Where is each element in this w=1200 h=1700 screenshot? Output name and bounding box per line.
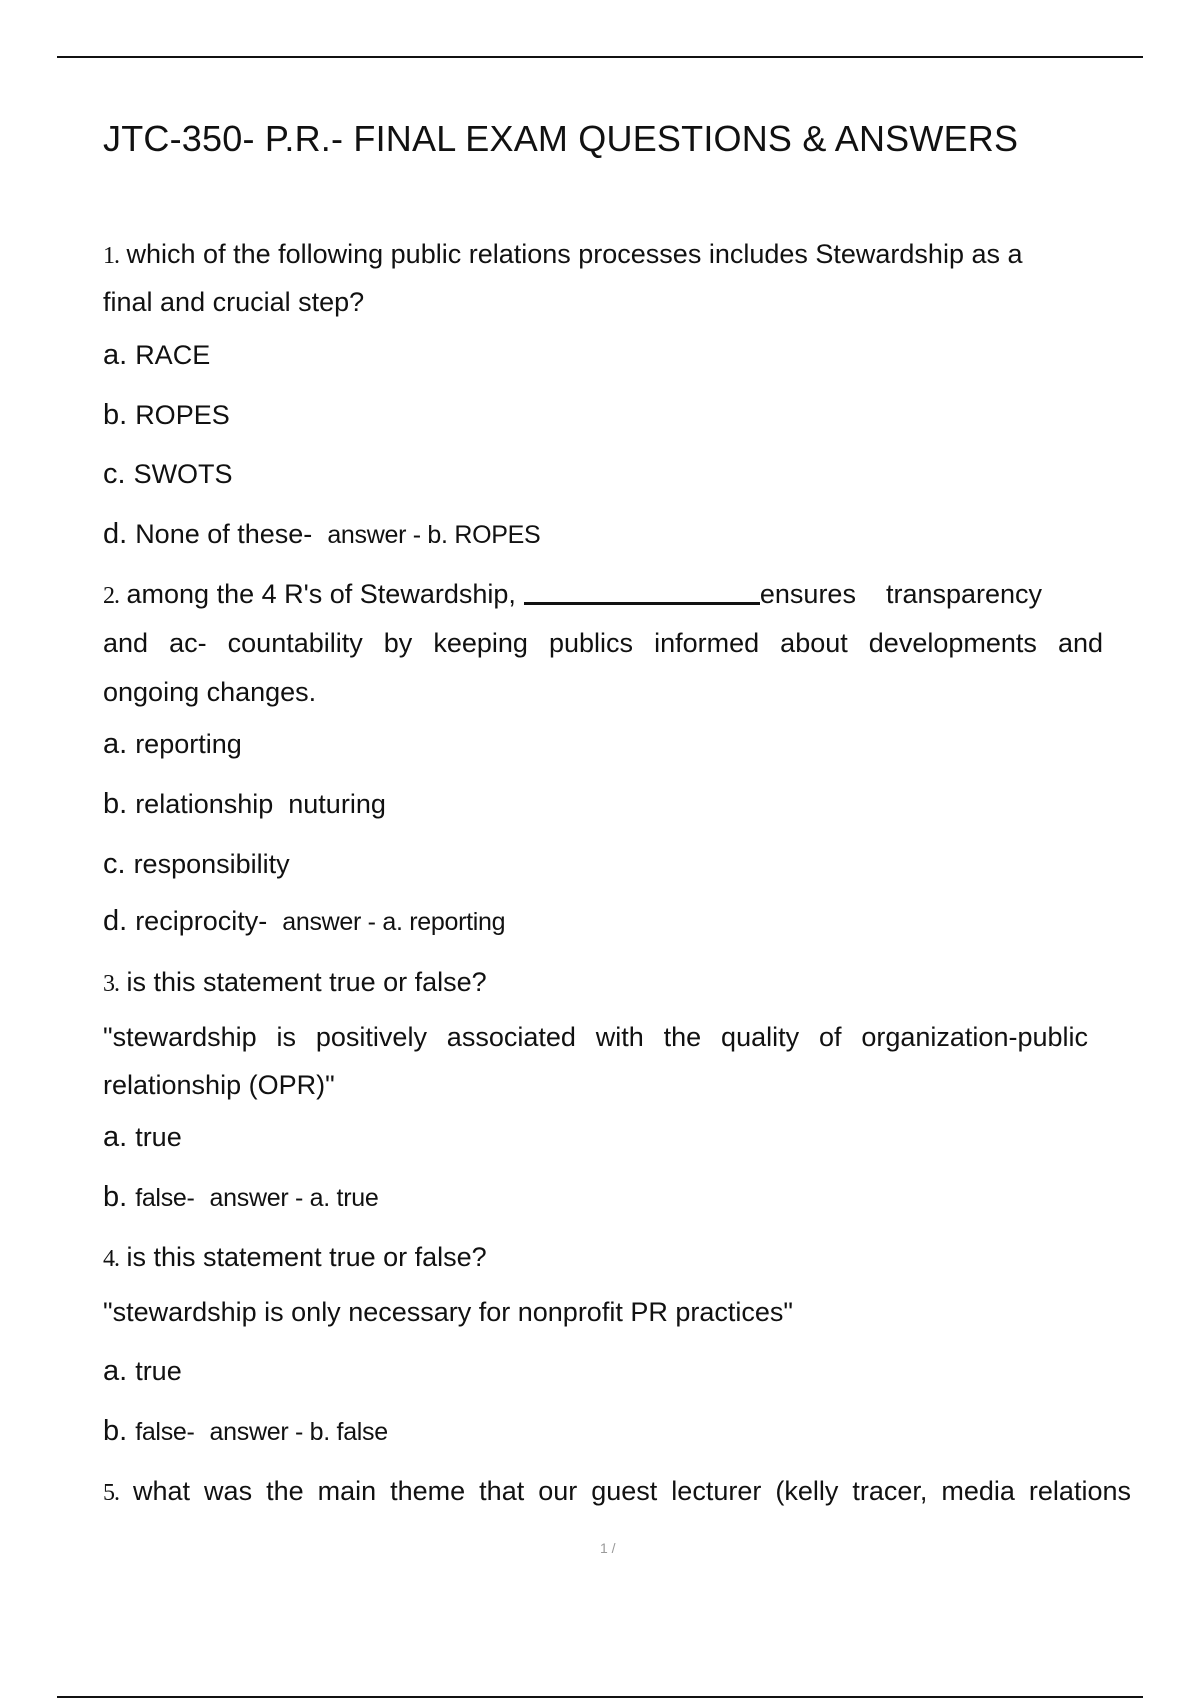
q2-line3: ongoing changes. [103, 677, 317, 707]
q2-option-a: a. reporting [103, 728, 242, 760]
q5-number: 5. [103, 1480, 119, 1506]
q1-line1 [103, 239, 1023, 270]
q1-answer: answer - b. ROPES [327, 521, 541, 549]
fill-in-blank [524, 582, 760, 605]
q2-line2: and ac- countability by keeping publics informed about developments and [103, 628, 1103, 658]
q3-line3: relationship (OPR)" [103, 1070, 335, 1100]
q5-line1: 5. what was the main theme that our guest lecturer (kelly tracer, media relations [103, 1476, 1131, 1506]
q1-option-b: b. ROPES [103, 399, 230, 431]
q2-answer: answer - a. reporting [282, 908, 506, 936]
q4-line1: 4. is this statement true or false? [103, 1242, 487, 1272]
q2-option-c: c. responsibility [103, 848, 290, 880]
page-number: 1 / [600, 1540, 616, 1556]
q1-option-d: d. None of these- answer - b. ROPES [103, 518, 541, 550]
q1-text: which of the following public relations processes includes Stewardship as a [126, 239, 1023, 269]
q4-answer: answer - b. false [209, 1418, 388, 1446]
q1-option-a: a. RACE [103, 339, 211, 371]
q4-line2: "stewardship is only necessary for nonprofit PR practices" [103, 1297, 793, 1327]
q2-number: 2. [103, 583, 119, 609]
document-title: JTC-350- P.R.- FINAL EXAM QUESTIONS & ANSWERS [103, 118, 1019, 159]
top-rule [57, 56, 1143, 58]
q3-option-b: b. false- answer - a. true [103, 1181, 379, 1213]
bottom-rule [57, 1696, 1143, 1698]
q2-option-b: b. relationship nuturing [103, 788, 386, 820]
q3-option-a: a. true [103, 1121, 182, 1153]
q1-line2: final and crucial step? [103, 287, 365, 317]
q2-option-d: d. reciprocity- answer - a. reporting [103, 905, 506, 937]
q4-option-a: a. true [103, 1355, 182, 1387]
q1-option-c: c. SWOTS [103, 458, 233, 490]
q3-number: 3. [103, 971, 119, 997]
q2-line1: 2. among the 4 R's of Stewardship, ensures transparency [103, 579, 1043, 609]
q3-answer: answer - a. true [209, 1184, 379, 1212]
q3-line2: "stewardship is positively associated with the quality of organization-public [103, 1022, 1088, 1052]
q4-option-b: b. false- answer - b. false [103, 1415, 388, 1447]
q1-number: 1. [103, 243, 119, 269]
q3-line1: 3. is this statement true or false? [103, 967, 487, 997]
q4-number: 4. [103, 1246, 119, 1272]
